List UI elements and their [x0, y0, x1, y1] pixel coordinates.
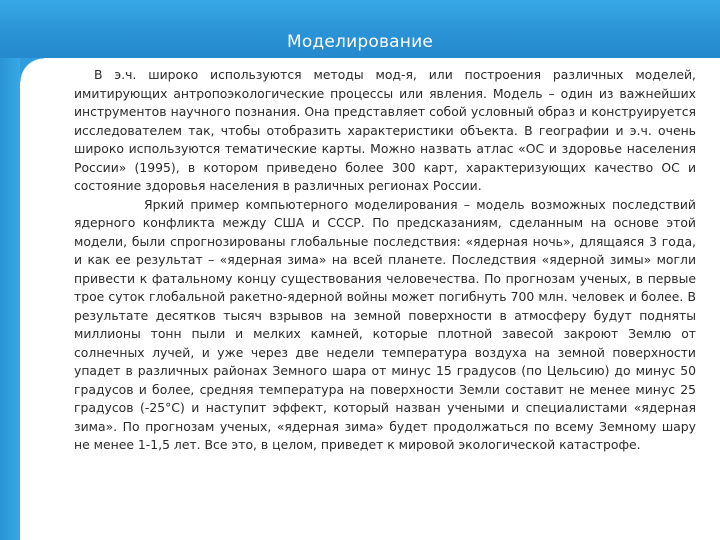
slide-body [74, 66, 696, 455]
left-band [0, 58, 20, 540]
paragraph-modeling-intro: В э.ч. широко используются методы мод-я, или построения различных моделей, имитирующих антропоэкологические процессы или явления. Модель – один из важнейших инструментов научного познания. Она представляет собой условный образ и конструируется исследователем так, чтобы отобразить характеристики объекта. В географии и э.ч. очень широко используются тематические карты. Можно назвать атлас «ОС и здоровье населения России» (1995), в котором приведено более 300 карт, характеризующих качество ОС и состояние здоровья населения в различных регионах России. [74, 67, 696, 193]
paragraph-nuclear-winter: Яркий пример компьютерного моделирования – модель возможных последствий ядерного конфликта между США и СССР. По предсказаниям, сделанным на основе этой модели, были спрогнозированы глобальные последствия: «ядерная ночь», длящаяся 3 года, и как ее результат – «ядерная зима» на всей планете. Последствия «ядерной зимы» могли привести к фатальному концу существования человечества. По прогнозам ученых, в первые трое суток глобальной ракетно-ядерной войны может погибнуть 700 млн. человек и более. В результате десятков тысяч взрывов на земной поверхности в атмосферу будут подняты миллионы тонн пыли и мелких камней, которые плотной завесой закроют Землю от солнечных лучей, и уже через две недели температура воздуха на земной поверхности упадет в различных районах Земного шара от минус 15 градусов (по Цельсию) до минус 50 градусов и более, средняя температура на поверхности Земли составит не менее минус 25 градусов (-25°С) и наступит эффект, который назван учеными и специалистами «ядерная зима». По прогнозам ученых, «ядерная зима» будет продолжаться по всему Земному шару не менее 1-1,5 лет. Все это, в целом, приведет к мировой экологической катастрофе. [74, 196, 696, 452]
band-corner [20, 58, 44, 82]
slide-title: Моделирование [286, 32, 434, 52]
